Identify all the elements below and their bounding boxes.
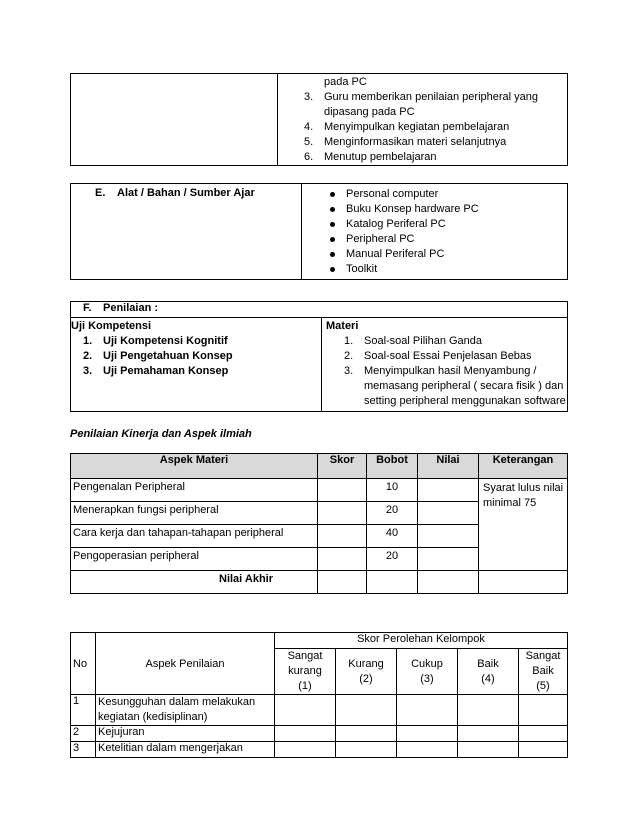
table-row: 2 Kejujuran (71, 726, 568, 742)
alat-heading-cell (71, 184, 302, 280)
bullet-icon (326, 202, 346, 217)
level-header: Kurang (2) (336, 649, 397, 695)
alat-item: Peripheral PC (326, 232, 567, 247)
kinerja-header-skor: Skor (318, 454, 367, 479)
level-header: Cukup (3) (397, 649, 458, 695)
alat-item: Buku Konsep hardware PC (326, 202, 567, 217)
level-header: Sangat kurang (1) (275, 649, 336, 695)
materi-item: 3. Menyimpulkan hasil Menyambung / (344, 365, 537, 377)
uji-cell (71, 318, 322, 412)
kinerja-header-aspek: Aspek Materi (71, 454, 318, 479)
alat-title: Alat / Bahan / Sumber Ajar (117, 187, 255, 199)
kelompok-table (70, 632, 568, 758)
bullet-icon (326, 262, 346, 277)
bullet-icon (326, 217, 346, 232)
steps-table (70, 73, 568, 166)
kinerja-keterangan: Syarat lulus nilai minimal 75 (479, 479, 568, 571)
uji-header: Uji Kompetensi (71, 320, 152, 332)
materi-header: Materi (326, 320, 359, 332)
step-item: 4. Menyimpulkan kegiatan pembelajaran (304, 121, 510, 133)
nilai-akhir-label: Nilai Akhir (71, 571, 318, 594)
uji-item: 2. Uji Pengetahuan Konsep (83, 350, 233, 362)
bullet-icon (326, 247, 346, 262)
kelompok-aspek-header: Aspek Penilaian (96, 633, 275, 695)
kelompok-no-header: No (71, 633, 96, 695)
step-item: 5. Menginformasikan materi selanjutnya (304, 136, 507, 148)
kinerja-header-bobot: Bobot (367, 454, 418, 479)
penilaian-table (70, 301, 568, 412)
alat-heading-letter: E. (95, 187, 106, 199)
uji-item: 3. Uji Pemahaman Konsep (83, 365, 229, 377)
alat-item: Personal computer (326, 187, 567, 202)
step-item: 6. Menutup pembelajaran (304, 151, 437, 163)
step-item: 3. Guru memberikan penilaian peripheral yang (304, 91, 539, 103)
penilaian-heading-cell: F. Penilaian : (71, 302, 568, 318)
materi-cell (322, 318, 568, 412)
bullet-icon (326, 232, 346, 247)
materi-item: 1. Soal-soal Pilihan Ganda (344, 335, 483, 347)
bullet-icon (326, 187, 346, 202)
alat-table (70, 183, 568, 280)
kinerja-table (70, 453, 568, 594)
table-row: Pengenalan Peripheral 10 Syarat lulus nilai minimal 75 (71, 479, 568, 502)
table-row: Pengoperasian peripheral 20 (71, 548, 568, 571)
kinerja-header-keterangan: Keterangan (479, 454, 568, 479)
step-item: dipasang pada PC (324, 106, 415, 118)
kinerja-header-nilai: Nilai (418, 454, 479, 479)
table-row: Cara kerja dan tahapan-tahapan peripheral 40 (71, 525, 568, 548)
steps-continuation: pada PC (324, 76, 367, 88)
alat-item: Katalog Periferal PC (326, 217, 567, 232)
kelompok-skor-header: Skor Perolehan Kelompok (275, 633, 568, 649)
level-header: Sangat Baik (5) (519, 649, 568, 695)
table-row: 1 Kesungguhan dalam melakukan kegiatan (kedisiplinan) (71, 695, 568, 726)
alat-item: Manual Periferal PC (326, 247, 567, 262)
kinerja-title: Penilaian Kinerja dan Aspek ilmiah (70, 428, 252, 440)
penilaian-title: Penilaian : (103, 302, 159, 314)
table-row: Menerapkan fungsi peripheral 20 (71, 502, 568, 525)
materi-item: memasang peripheral ( secara fisik ) dan (364, 380, 564, 392)
steps-list-cell (278, 74, 568, 166)
table-row: 3 Ketelitian dalam mengerjakan (71, 742, 568, 758)
level-header: Baik (4) (458, 649, 519, 695)
materi-item: 2. Soal-soal Essai Penjelasan Bebas (344, 350, 532, 362)
materi-item: setting peripheral menggunakan software (364, 395, 566, 407)
alat-item: Toolkit (326, 262, 567, 277)
alat-list-cell (302, 184, 568, 280)
uji-item: 1. Uji Kompetensi Kognitif (83, 335, 228, 347)
steps-empty-cell (71, 74, 278, 166)
